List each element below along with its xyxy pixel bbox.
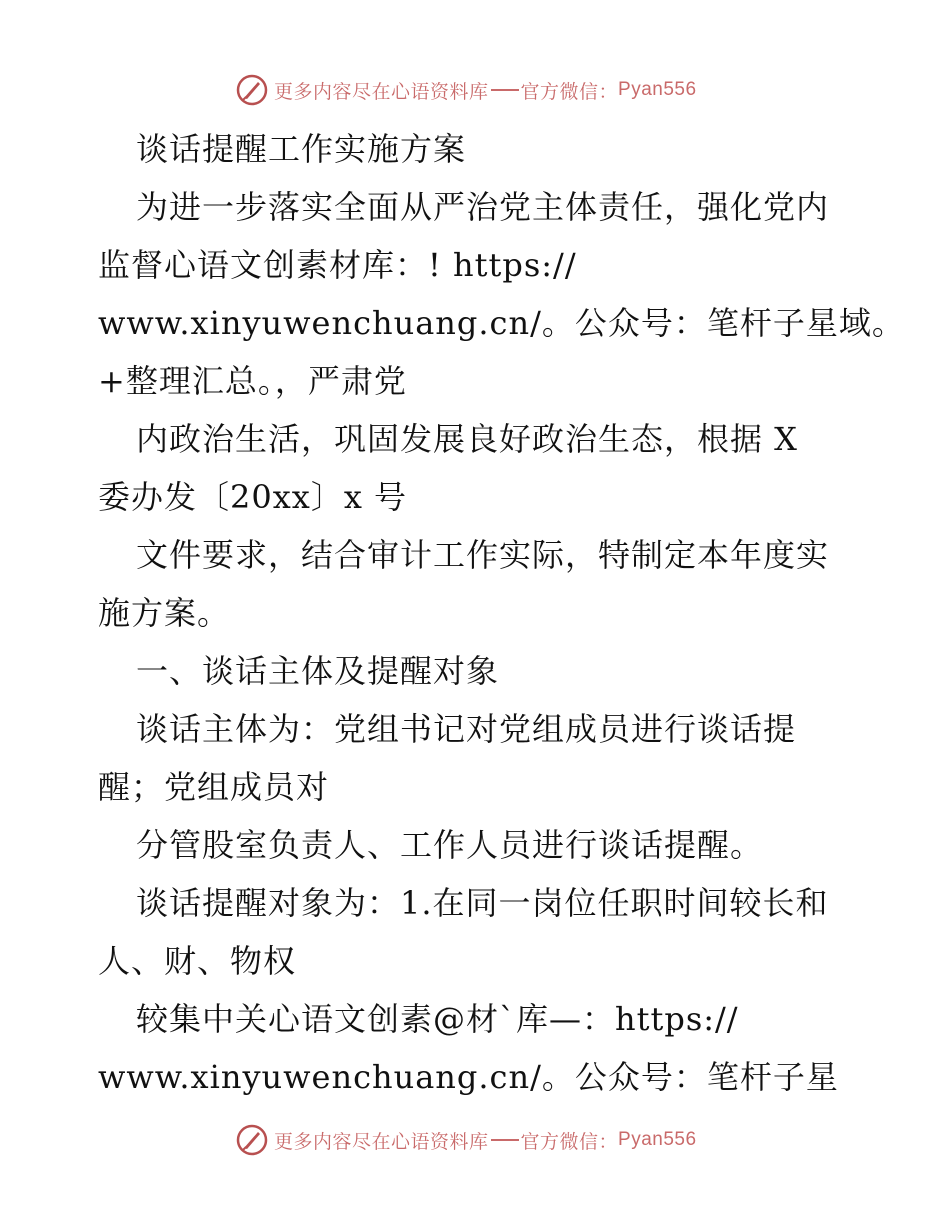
footer-banner: [0, 1120, 950, 1160]
paragraph-line: 谈话主体为：党组书记对党组成员进行谈话提: [136, 710, 797, 748]
paragraph-line: 委办发〔20xx〕x 号: [98, 478, 408, 516]
banner-wechat-id: Pyan556: [618, 79, 697, 100]
paragraph-line: 人、财、物权: [98, 942, 297, 980]
banner-wechat-label: 官方微信：: [520, 1130, 619, 1153]
paragraph-line: www.xinyuwenchuang.cn/。公众号：笔杆子星域。: [98, 304, 905, 342]
banner-wechat-label: 官方微信：: [520, 80, 619, 103]
header-banner: [0, 70, 950, 110]
paragraph-line: 分管股室负责人、工作人员进行谈话提醒。: [136, 826, 764, 864]
paragraph-line: www.xinyuwenchuang.cn/。公众号：笔杆子星: [98, 1058, 839, 1096]
paragraph-line: 内政治生活，巩固发展良好政治生态，根据 X: [136, 420, 798, 458]
quill-pen-logo-icon: [236, 1124, 268, 1156]
banner-wechat-id: Pyan556: [618, 1129, 697, 1150]
document-title: 谈话提醒工作实施方案: [136, 130, 467, 168]
paragraph-line: +整理汇总。，严肃党: [98, 362, 407, 400]
paragraph-line: 较集中关心语文创素@材`库—：https://: [136, 1000, 739, 1038]
quill-pen-logo-icon: [236, 74, 268, 106]
paragraph-line: 为进一步落实全面从严治党主体责任，强化党内: [136, 188, 830, 226]
banner-title: 更多内容尽在心语资料库: [274, 80, 489, 103]
paragraph-line: 监督心语文创素材库：! https://: [98, 246, 577, 284]
paragraph-line: 施方案。: [98, 594, 231, 632]
paragraph-line: 谈话提醒对象为：1.在同一岗位任职时间较长和: [136, 884, 829, 922]
paragraph-line: 醒；党组成员对: [98, 768, 330, 806]
banner-dash: [491, 1139, 519, 1141]
banner-dash: [491, 89, 519, 91]
paragraph-line: 文件要求，结合审计工作实际，特制定本年度实: [136, 536, 830, 574]
section-heading: 一、谈话主体及提醒对象: [136, 652, 500, 690]
banner-title: 更多内容尽在心语资料库: [274, 1130, 489, 1153]
